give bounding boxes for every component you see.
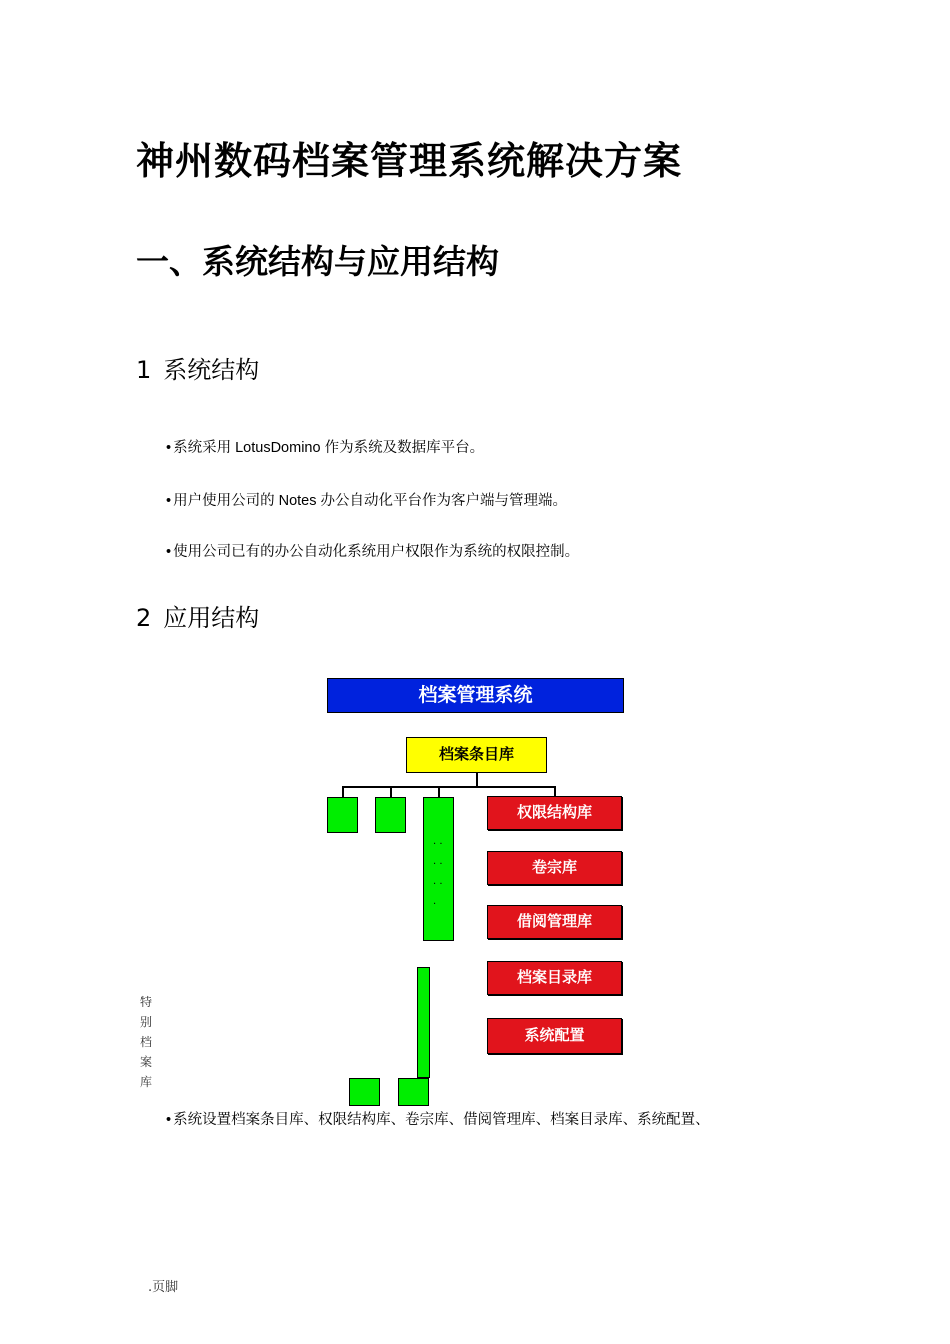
bullet-text: 系统采用 LotusDomino 作为系统及数据库平台。 <box>173 440 485 456</box>
subsection-heading-system-structure <box>136 350 259 385</box>
subsection-title: 应用结构 <box>163 604 260 632</box>
connector-line <box>342 786 555 788</box>
bullet-dot: • <box>166 493 172 509</box>
green-box <box>349 1078 380 1106</box>
root-box: 档案管理系统 <box>327 678 624 713</box>
red-box-borrow: 借阅管理库 <box>487 905 622 939</box>
subsection-title: 系统结构 <box>163 356 260 384</box>
subsection-number: 2 <box>136 604 152 632</box>
bullet-item <box>166 1108 710 1129</box>
bullet-dot: • <box>166 440 172 456</box>
page-footer: .页脚 <box>148 1280 179 1295</box>
subsection-heading-application-structure <box>136 598 259 633</box>
bullet-dot: • <box>166 1112 172 1128</box>
bullet-item <box>166 489 567 510</box>
bullet-dot: • <box>166 544 172 560</box>
red-box-directory: 档案目录库 <box>487 961 622 995</box>
connector-line <box>554 786 556 796</box>
connector-line <box>342 786 344 797</box>
bullet-item <box>166 540 579 561</box>
green-box-dots: · · · · · · · <box>433 839 443 910</box>
catalog-box: 档案条目库 <box>406 737 547 773</box>
bullet-text: 用户使用公司的 Notes 办公自动化平台作为客户端与管理端。 <box>173 493 568 509</box>
green-box <box>327 797 358 833</box>
connector-line <box>438 786 440 797</box>
red-box-permission: 权限结构库 <box>487 796 622 830</box>
red-box-dossier: 卷宗库 <box>487 851 622 885</box>
bullet-item <box>166 436 484 457</box>
green-box <box>375 797 406 833</box>
bullet-text: 系统设置档案条目库、权限结构库、卷宗库、借阅管理库、档案目录库、系统配置、 <box>173 1112 710 1128</box>
vertical-label: 特别档案库 <box>140 995 153 1089</box>
connector-line <box>476 773 478 786</box>
document-title: 神州数码档案管理系统解决方案 <box>136 139 683 183</box>
subsection-number: 1 <box>136 356 152 384</box>
green-box-vertical <box>417 967 430 1078</box>
bullet-text: 使用公司已有的办公自动化系统用户权限作为系统的权限控制。 <box>173 544 580 560</box>
red-box-config: 系统配置 <box>487 1018 622 1054</box>
connector-line <box>390 786 392 797</box>
green-box <box>398 1078 429 1106</box>
section-heading: 一、系统结构与应用结构 <box>136 242 499 281</box>
